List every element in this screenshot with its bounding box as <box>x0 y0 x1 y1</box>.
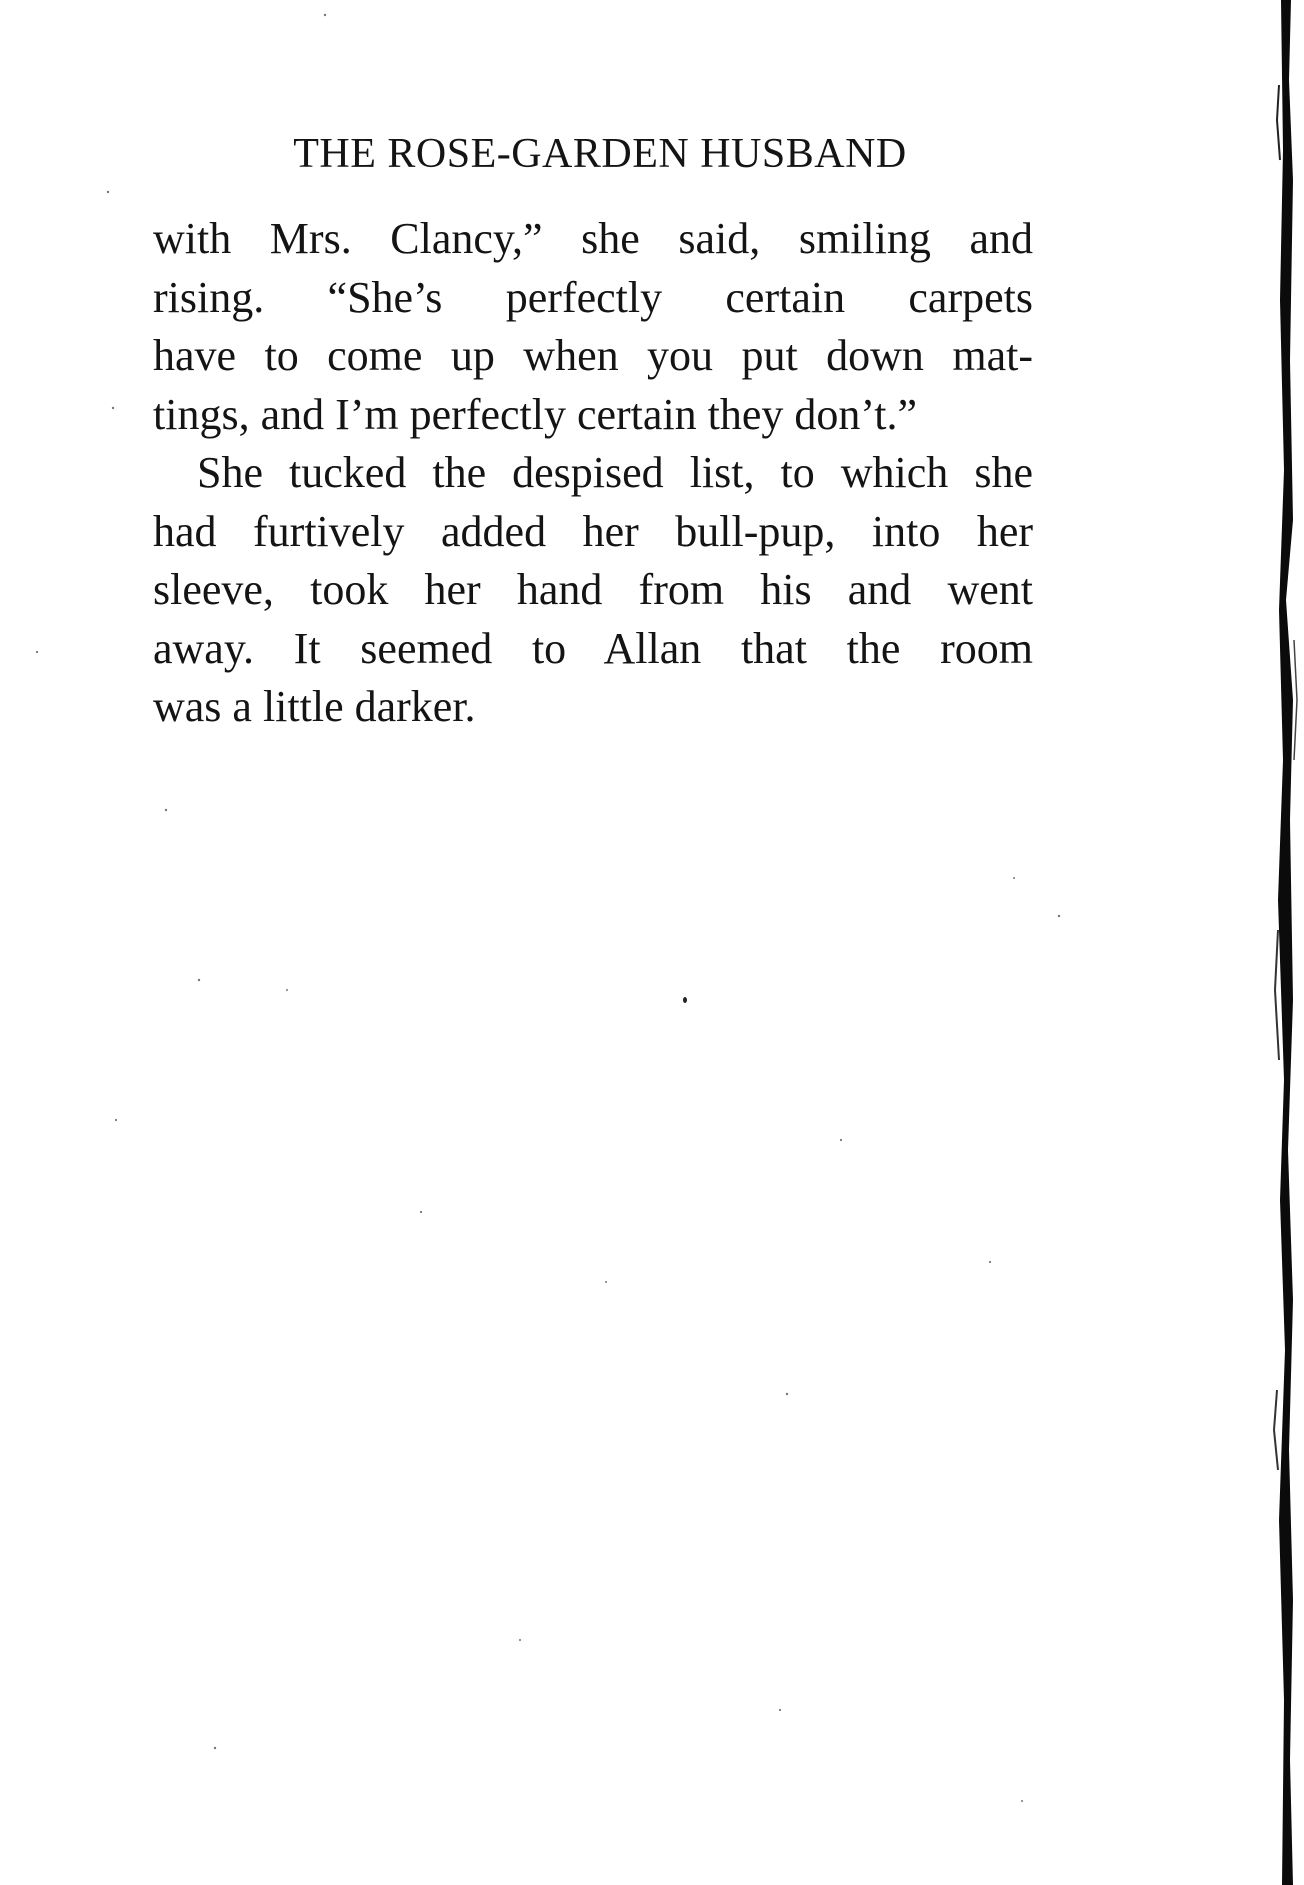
text-line: with Mrs. Clancy,” she said, smiling and <box>153 214 1033 263</box>
body-text <box>153 210 1033 737</box>
running-head: THE ROSE-GARDEN HUSBAND <box>293 131 907 177</box>
binding-edge <box>1264 0 1304 1885</box>
text-line: She tucked the despised list, to which she <box>197 448 1033 497</box>
text-line: tings, and I’m perfectly certain they don’t.” <box>153 389 918 439</box>
text-line: sleeve, took her hand from his and went <box>153 565 1033 614</box>
text-line: have to come up when you put down mat- <box>153 331 1033 380</box>
text-line: rising. “She’s perfectly certain carpets <box>153 272 1033 322</box>
text-line: away. It seemed to Allan that the room <box>153 623 1033 673</box>
text-line: had furtively added her bull-pup, into her <box>153 506 1033 556</box>
text-line: was a little darker. <box>153 682 476 731</box>
